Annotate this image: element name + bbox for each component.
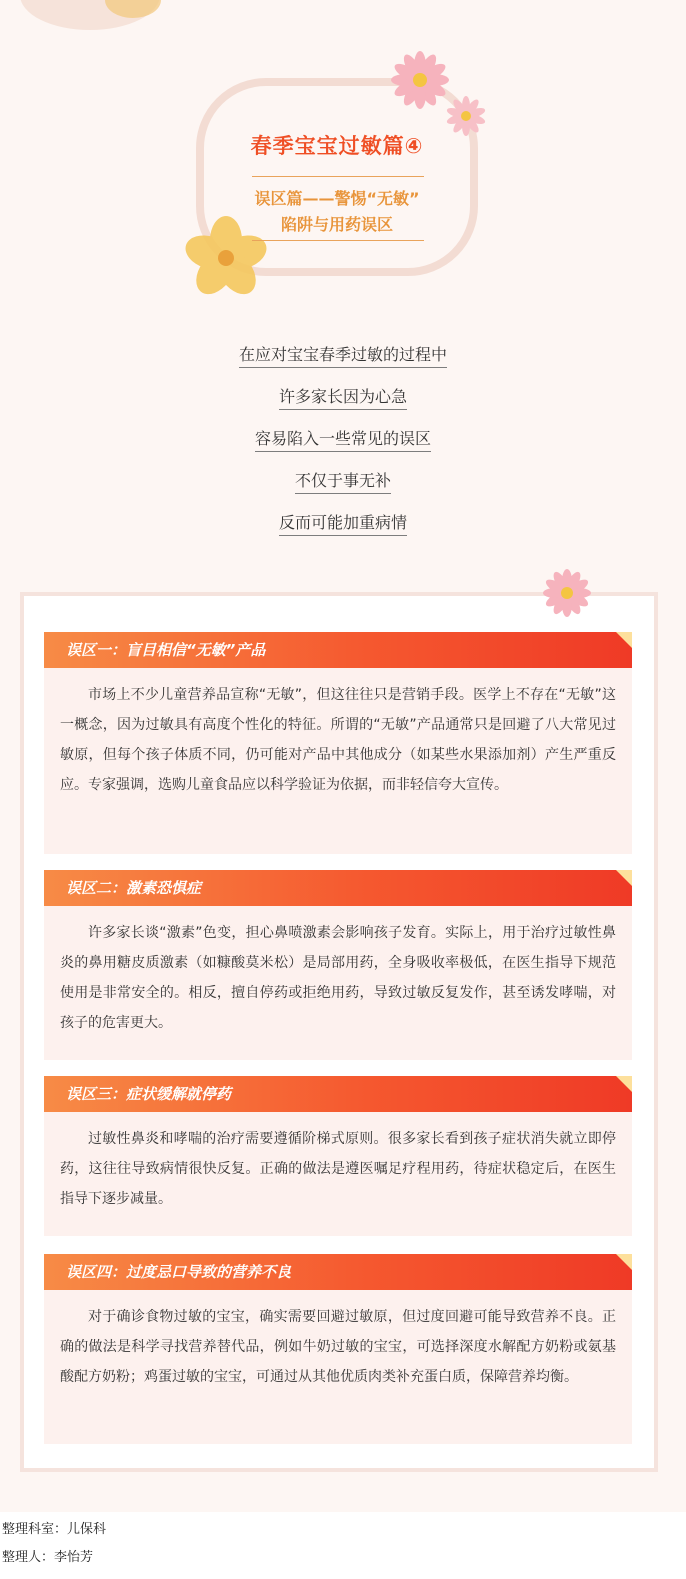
section-body-2: 许多家长谈“激素”色变，担心鼻喷激素会影响孩子发育。实际上，用于治疗过敏性鼻炎的鼻用糖皮质激素（如糠酸莫米松）是局部用药，全身吸收率极低，在医生指导下规范使用是非常安全的。相反，擅自停药或拒绝用药，导致过敏反复发作，甚至诱发哮喘，对孩子的危害更大。 xyxy=(44,906,632,1060)
intro-text: 容易陷入一些常见的误区 xyxy=(255,429,431,452)
intro-line xyxy=(0,384,686,407)
intro-line xyxy=(0,342,686,365)
subtitle-divider xyxy=(252,240,424,241)
section-heading: 误区三：症状缓解就停药 xyxy=(66,1085,232,1103)
pink-daisy-icon xyxy=(388,48,452,112)
section-body-3: 过敏性鼻炎和哮喘的治疗需要遵循阶梯式原则。很多家长看到孩子症状消失就立即停药，这往往导致病情很快反复。正确的做法是遵医嘱足疗程用药，待症状稳定后，在医生指导下逐步减量。 xyxy=(44,1112,632,1236)
pink-daisy-card-icon xyxy=(540,566,594,620)
section-heading: 误区二：激素恐惧症 xyxy=(66,879,202,897)
header-corner xyxy=(616,632,632,648)
section-header-3 xyxy=(44,1076,632,1112)
intro-text: 反而可能加重病情 xyxy=(279,513,407,536)
section-header-2 xyxy=(44,870,632,906)
header-corner xyxy=(616,870,632,886)
intro-text: 在应对宝宝春季过敏的过程中 xyxy=(239,345,447,368)
intro-line xyxy=(0,426,686,449)
intro-line xyxy=(0,510,686,533)
subtitle-line-2: 陷阱与用药误区 xyxy=(280,215,393,234)
section-heading: 误区四：过度忌口导致的营养不良 xyxy=(66,1263,292,1281)
section-header-4 xyxy=(44,1254,632,1290)
section-body-1: 市场上不少儿童营养品宣称“无敏”，但这往往只是营销手段。医学上不存在“无敏”这一概念，因为过敏具有高度个性化的特征。所谓的“无敏”产品通常只是回避了八大常见过敏原，但每个孩子体质不同，仍可能对产品中其他成分（如某些水果添加剂）产生严重反应。专家强调，选购儿童食品应以科学验证为依据，而非轻信夸大宣传。 xyxy=(44,668,632,854)
header-corner xyxy=(616,1254,632,1270)
footer-department: 整理科室：儿保科 xyxy=(2,1522,107,1537)
subtitle-line-1: 误区篇——警惕“无敏” xyxy=(254,189,420,208)
intro-text: 不仅于事无补 xyxy=(295,471,391,494)
header-corner xyxy=(616,1076,632,1092)
page-title: 春季宝宝过敏篇④ xyxy=(250,134,424,158)
intro-line xyxy=(0,468,686,491)
title-divider xyxy=(252,176,424,177)
section-header-1 xyxy=(44,632,632,668)
section-body-4: 对于确诊食物过敏的宝宝，确实需要回避过敏原，但过度回避可能导致营养不良。正确的做法是科学寻找营养替代品，例如牛奶过敏的宝宝，可选择深度水解配方奶粉或氨基酸配方奶粉；鸡蛋过敏的宝宝，可通过从其他优质肉类补充蛋白质，保障营养均衡。 xyxy=(44,1290,632,1444)
intro-text: 许多家长因为心急 xyxy=(279,387,407,410)
footer-editor: 整理人：李怡芳 xyxy=(2,1550,94,1565)
section-heading: 误区一：盲目相信“无敏”产品 xyxy=(66,641,266,659)
